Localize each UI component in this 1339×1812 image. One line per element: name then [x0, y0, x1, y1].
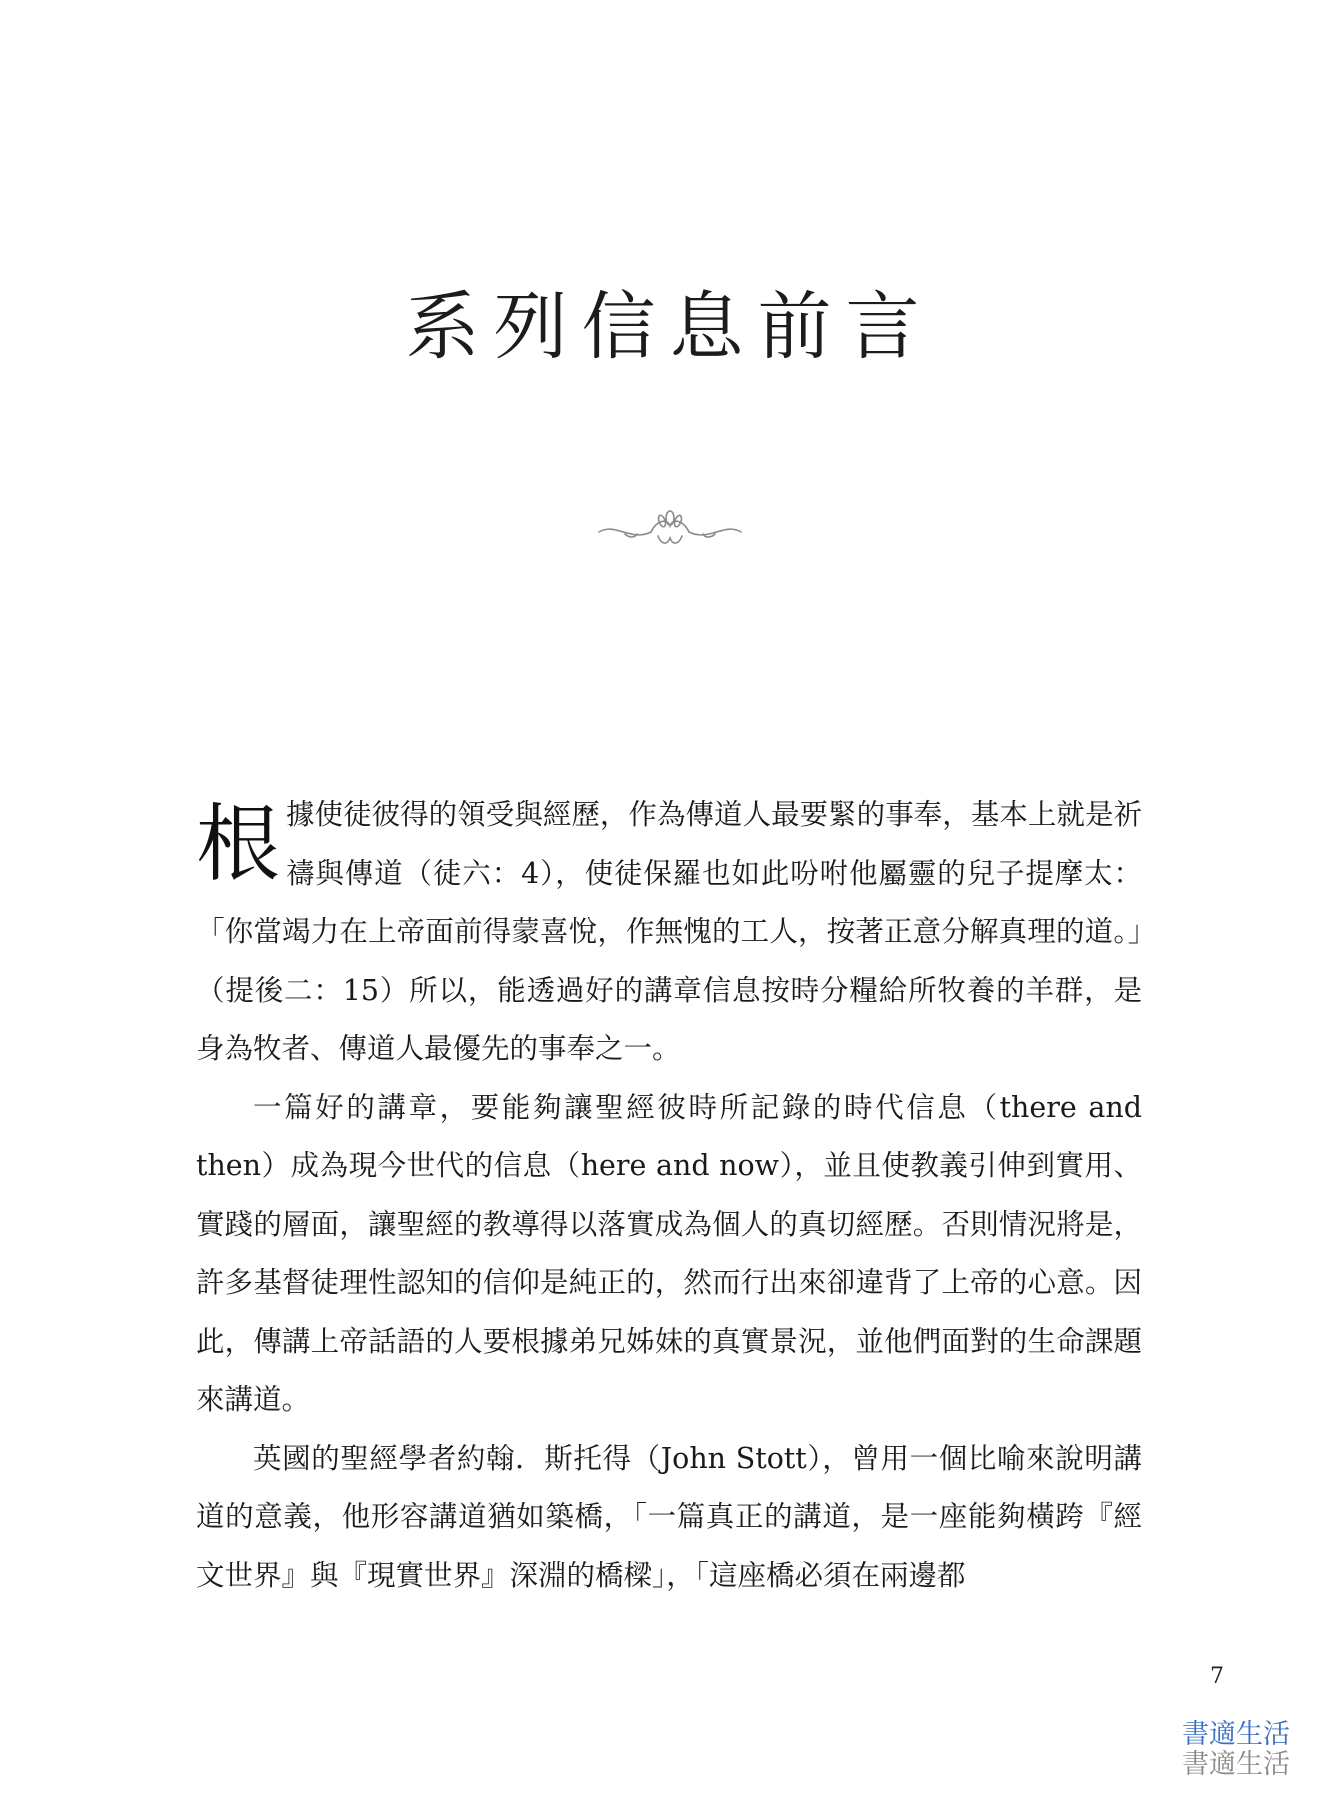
drop-cap: 根: [196, 795, 281, 893]
preface-body: [196, 786, 1142, 1605]
paragraph-2: 一篇好的講章，要能夠讓聖經彼時所記錄的時代信息（there and then）成為現今世代的信息（here and now），並且使教義引伸到實用、實踐的層面，讓聖經的教導得以落實成為個人的真切經歷。否則情況將是，許多基督徒理性認知的信仰是純正的，然而行出來卻違背了上帝的心意。因此，傳講上帝話語的人要根據弟兄姊妹的真實景況，並他們面對的生命課題來講道。: [196, 1090, 1142, 1416]
watermark-text: 書適生活: [1182, 1719, 1290, 1750]
paragraph-1: [196, 786, 1142, 1079]
paragraph-1-text: 據使徒彼得的領受與經歷，作為傳道人最要緊的事奉，基本上就是祈禱與傳道（徒六：4），使徒保羅也如此吩咐他屬靈的兒子提摩太：「你當竭力在上帝面前得蒙喜悅，作無愧的工人，按著正意分解真理的道。」（提後二：15）所以，能透過好的講章信息按時分糧給所牧養的羊群，是身為牧者、傳道人最優先的事奉之一。: [196, 798, 1142, 1065]
paragraph-3: 英國的聖經學者約翰．斯托得（John Stott），曾用一個比喻來說明講道的意義，他形容講道猶如築橋，「一篇真正的講道，是一座能夠橫跨『經文世界』與『現實世界』深淵的橋樑」，「這座橋必須在兩邊都: [196, 1441, 1142, 1592]
flourish-divider-icon: [595, 508, 745, 552]
watermark-text-shadow: 書適生活: [1182, 1749, 1290, 1780]
page-title: 系列信息前言: [405, 284, 934, 370]
page-number: 7: [1210, 1664, 1224, 1689]
